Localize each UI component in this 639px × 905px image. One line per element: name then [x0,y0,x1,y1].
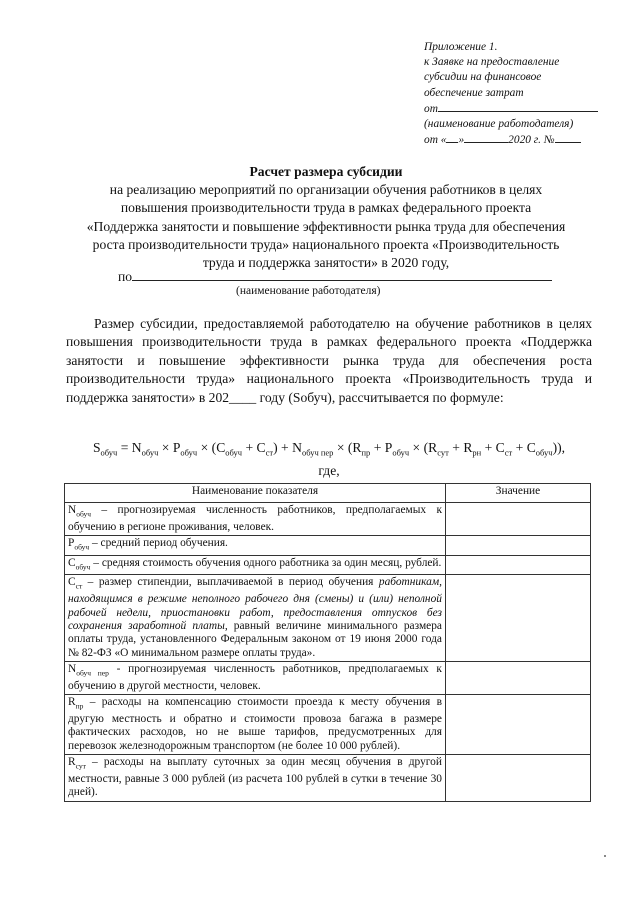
date-open: от « [424,134,447,147]
row-description: $R_{сут}$ – расходы на выплату суточных за один месяц обучения в другой местности, равные 3 000 рублей (из расчета 100 рублей в сутки в течение 30 дней). [65,755,446,802]
header-value: Значение [445,484,590,503]
employer-caption: (наименование работодателя) [236,285,381,297]
scan-speck [604,855,606,857]
table-row [65,536,591,556]
table-row [65,755,591,802]
blank-employer [438,101,598,112]
title-line: «Поддержка занятости и повышение эффективности рынка труда для обеспечения [86,218,566,234]
title-heading: Расчет размера субсидии [249,164,403,179]
employer-prefix: по [118,269,133,284]
appendix-line: субсидии на финансовое [424,71,542,84]
blank-day [446,132,458,143]
row-value-cell[interactable] [445,503,590,536]
title-line: труда и поддержка занятости» в 2020 году, [202,255,450,271]
appendix-from: от [424,102,438,115]
appendix-note [424,40,624,148]
employer-line [118,268,552,285]
header-name: Наименование показателя [65,484,446,503]
intro-paragraph [66,315,592,407]
blank-month [464,132,508,143]
intro-text: Размер субсидии, предоставляемой работодателю на обучение работников в целях повышения производительности труда в рамках федерального проекта «Поддержка занятости и повышение эффективности рынка труда для обеспечения роста производительности труда» национального проекта «Производительность труда и поддержка занятости» в 202____ году (Sобуч), рассчитывается по формуле: [66,316,592,405]
appendix-line: к Заявке на предоставление [424,56,560,69]
table-row [65,575,591,662]
appendix-employer-line [424,101,624,117]
title-line: повышения производительности труда в рамках федерального проекта [120,200,532,216]
formula [66,439,592,479]
title-line: на реализацию мероприятий по организации обучения работников в целях [109,182,543,198]
blank-number [555,132,581,143]
appendix-line: (наименование работодателя) [424,118,574,131]
employer-blank [132,268,552,281]
number-sign: № [543,134,555,147]
document-title [52,163,600,272]
row-value-cell[interactable] [445,662,590,695]
table-row [65,695,591,755]
row-value-cell[interactable] [445,575,590,662]
row-value-cell[interactable] [445,755,590,802]
row-description: $N_{обуч пер}$ - прогнозируемая численность работников, предполагаемых к обучению в другой местности, человек. [65,662,446,695]
row-description: $C_{обуч}$ – средняя стоимость обучения одного работника за один месяц, рублей. [65,555,446,575]
row-value-cell[interactable] [445,555,590,575]
parameters-table [64,483,591,802]
row-value-cell[interactable] [445,536,590,556]
appendix-line: Приложение 1. [424,41,498,53]
row-description: $N_{обуч}$ – прогнозируемая численность работников, предполагаемых к обучению в регионе проживания, человек. [65,503,446,536]
title-line: роста производительности труда» национального проекта «Производительность [92,236,560,252]
appendix-date-line [424,132,624,148]
row-value-cell[interactable] [445,695,590,755]
date-close: » [458,134,465,147]
date-year: 2020 г. [508,134,541,147]
table-row [65,555,591,575]
appendix-line: обеспечение затрат [424,86,524,99]
row-description: $C_{ст}$ – размер стипендии, выплачиваемой в период обучения работникам, находящимся в режиме неполного рабочего дня (смены) и (или) неполной рабочей недели, приостановки работ, предоставления отпусков без сохранения заработной платы, равный величине минимального размера оплаты труда, установленного Федеральным законом от 19 июня 2000 года № 82-ФЗ «О минимальном размере оплаты труда». [65,575,446,662]
table-row [65,662,591,695]
row-description: $P_{обуч}$ – средний период обучения. [65,536,446,556]
row-description: $R_{пр}$ – расходы на компенсацию стоимости проезда к месту обучения в другую местность и обратно и стоимости провоза багажа в размере фактических расходов, но не выше тарифов, предусмотренных для перевозок железнодорожным транспортом (не более 10 000 рублей). [65,695,446,755]
table-row [65,503,591,536]
table-header-row [65,484,591,503]
formula-where: где, [318,462,340,478]
formula-expression: $S_{обуч} = N_{обуч} \times P_{обуч} \times (C_{обуч} + C_{ст}) + N_{обуч пер} \times (R_{пр} + P_{обуч} \times (R_{сут} + R_{рн} + C_{ст} + C_{обуч}))$, [92,440,566,458]
